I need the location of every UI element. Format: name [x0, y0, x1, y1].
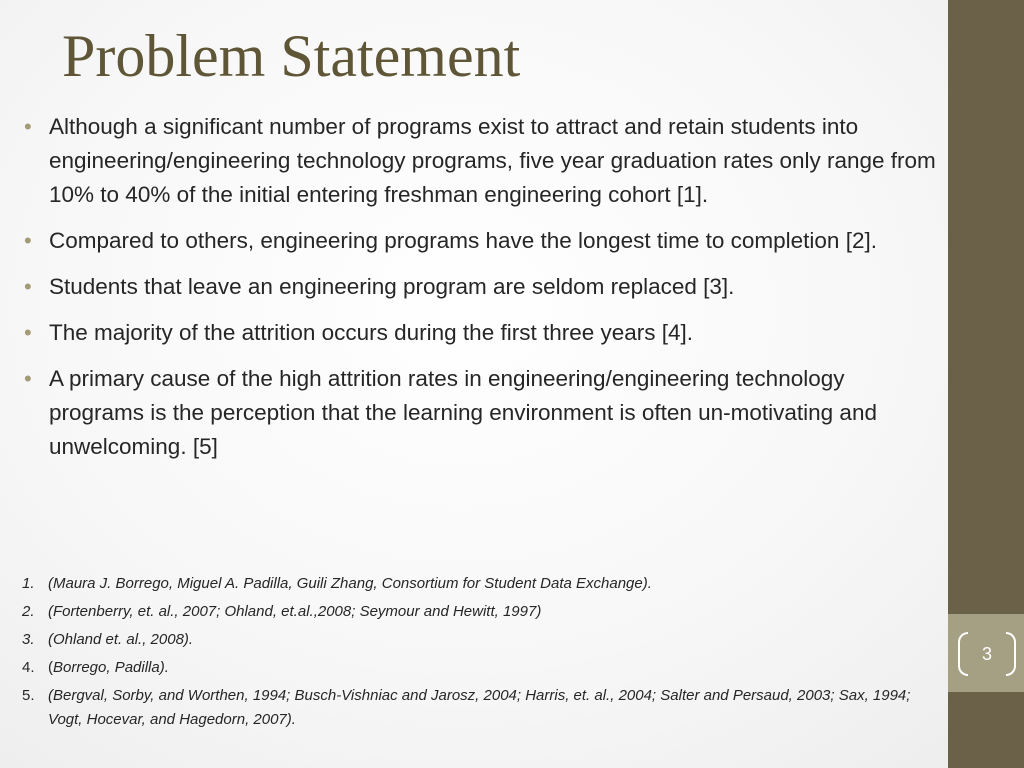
bullet-icon: •	[24, 366, 32, 391]
bullet-icon: •	[24, 320, 32, 345]
reference-number: 5.	[22, 687, 35, 704]
page-number-text: 3	[981, 644, 992, 664]
reference-item	[22, 572, 942, 596]
bullet-text: The majority of the attrition occurs during the first three years [4].	[49, 320, 694, 345]
left-bracket-icon	[958, 632, 968, 676]
reference-item	[22, 600, 942, 624]
reference-text: (Fortenberry, et. al., 2007; Ohland, et.al.,2008; Seymour and Hewitt, 1997)	[48, 603, 542, 620]
bullet-icon: •	[24, 274, 32, 299]
reference-number: 2.	[22, 603, 35, 620]
slide-title: Problem Statement	[62, 23, 521, 89]
reference-text: Borrego, Padilla).	[53, 659, 169, 676]
bullet-item	[22, 362, 942, 464]
reference-number: 1.	[22, 575, 35, 592]
bullet-text: A primary cause of the high attrition rates in engineering/engineering technology programs is the perception that the learning environment is often un-motivating and unwelcoming. [5]	[49, 366, 877, 459]
reference-item	[22, 628, 942, 652]
bullet-item	[22, 224, 942, 258]
reference-text: (Maura J. Borrego, Miguel A. Padilla, Guili Zhang, Consortium for Student Data Exchange).	[48, 575, 652, 592]
bullet-text: Students that leave an engineering program are seldom replaced [3].	[49, 274, 735, 299]
reference-number: 3.	[22, 631, 35, 648]
reference-text: (Bergval, Sorby, and Worthen, 1994; Busch-Vishniac and Jarosz, 2004; Harris, et. al., 2004; Salter and Persaud, 2003; Sax, 1994; Vogt, Hocevar, and Hagedorn, 2007).	[48, 687, 911, 728]
reference-item	[22, 684, 942, 732]
bullet-item	[22, 110, 942, 212]
bullet-item	[22, 270, 942, 304]
reference-item	[22, 656, 942, 680]
bullet-text: Compared to others, engineering programs have the longest time to completion [2].	[49, 228, 877, 253]
bullet-icon: •	[24, 114, 32, 139]
bullet-item	[22, 316, 942, 350]
reference-lead: (	[48, 659, 53, 676]
references-list	[22, 572, 942, 736]
bullet-list	[22, 110, 942, 476]
reference-number: 4.	[22, 659, 35, 676]
right-bracket-icon	[1006, 632, 1016, 676]
bullet-text: Although a significant number of programs exist to attract and retain students into engineering/engineering technology programs, five year graduation rates only range from 10% to 40% of the initial entering freshman engineering cohort [1].	[49, 114, 936, 207]
bullet-icon: •	[24, 228, 32, 253]
reference-text: (Ohland et. al., 2008).	[48, 631, 194, 648]
page-number	[958, 632, 1016, 676]
